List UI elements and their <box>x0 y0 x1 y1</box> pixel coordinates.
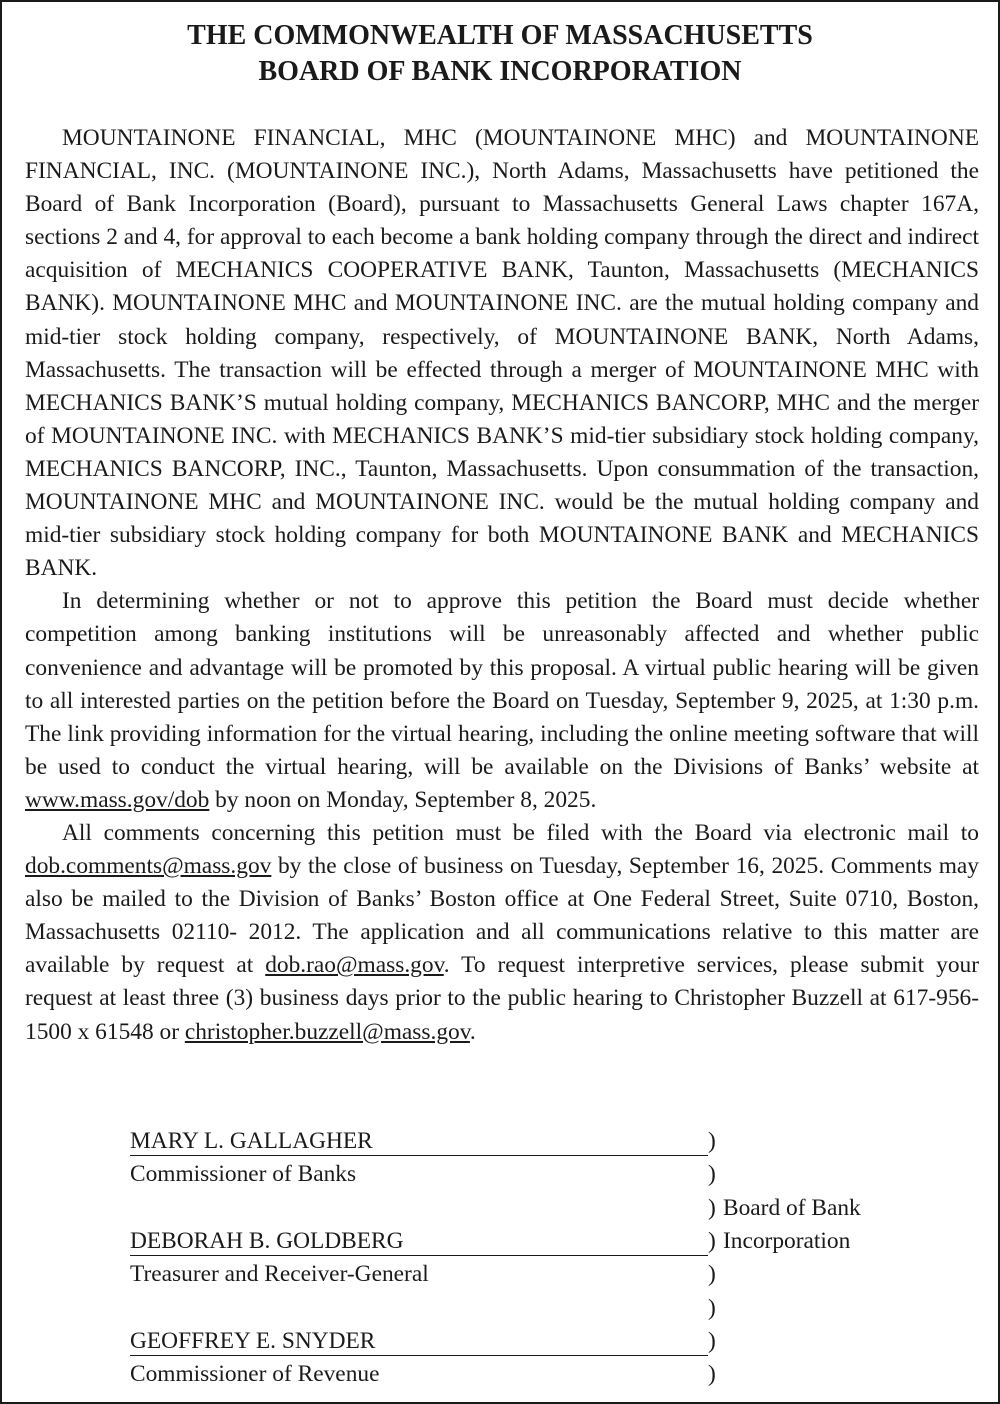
heading-line-2: BOARD OF BANK INCORPORATION <box>258 56 742 87</box>
signer-3-name: GEOFFREY E. SNYDER <box>130 1326 708 1356</box>
bracket-paren: ) <box>708 1361 716 1387</box>
paragraph-petition: MOUNTAINONE FINANCIAL, MHC (MOUNTAINONE MHC) and MOUNTAINONE FINANCIAL, INC. (MOUNTAINONE INC.), North Adams, Massachusetts have petitioned the Board of Bank Incorporation (Board), pursuant to Massachusetts General Laws chapter 167A, sections 2 and 4, for approval to each become a bank holding company through the direct and indirect acquisition of MECHANICS COOPERATIVE BANK, Taunton, Massachusetts (MECHANICS BANK). MOUNTAINONE MHC and MOUNTAINONE INC. are the mutual holding company and mid-tier stock holding company, respectively, of MOUNTAINONE BANK, North Adams, Massachusetts. The transaction will be effected through a merger of MOUNTAINONE MHC with MECHANICS BANK’S mutual holding company, MECHANICS BANCORP, MHC and the merger of MOUNTAINONE INC. with MECHANICS BANK’S mid-tier subsidiary stock holding company, MECHANICS BANCORP, INC., Taunton, Massachusetts. Upon consummation of the transaction, MOUNTAINONE MHC and MOUNTAINONE INC. would be the mutual holding company and mid-tier subsidiary stock holding company for both MOUNTAINONE BANK and MECHANICS BANK. <box>25 125 979 582</box>
signer-3-title: Commissioner of Revenue <box>130 1361 380 1387</box>
bracket-paren: ) <box>708 1295 716 1321</box>
bracket-paren: ) <box>708 1161 716 1187</box>
paragraph-comments <box>25 817 979 1049</box>
comments-text-1: All comments concerning this petition must be filed with the Board via electronic mail to <box>62 819 979 846</box>
board-label-line-2: Incorporation <box>723 1228 851 1254</box>
bracket-paren: ) <box>708 1328 716 1354</box>
comments-text-3: . To request interpretive services, please submit your request at least three (3) business days prior to the public hearing to Christopher Buzzell at 617-956-1500 x 61548 or <box>25 952 979 1045</box>
dob-website-link[interactable]: www.mass.gov/dob <box>25 786 210 813</box>
comments-email-link[interactable]: dob.comments@mass.gov <box>25 853 272 880</box>
hearing-text: In determining whether or not to approve this petition the Board must decide whether competition among banking institutions will be unreasonably affected and whether public convenience and advantage will be promoted by this proposal. A virtual public hearing will be given to all interested parties on the petition before the Board on Tuesday, September 9, 2025, at 1:30 p.m. The link providing information for the virtual hearing, including the online meeting software that will be used to conduct the virtual hearing, will be available on the Divisions of Banks’ website at <box>25 588 979 780</box>
rao-email-link[interactable]: dob.rao@mass.gov <box>265 952 444 979</box>
bracket-paren: ) <box>708 1228 716 1254</box>
signer-2-name: DEBORAH B. GOLDBERG <box>130 1226 708 1256</box>
heading-line-1: THE COMMONWEALTH OF MASSACHUSETTS <box>187 20 813 51</box>
comments-text-2: by the close of business on Tuesday, September 16, 2025. Comments may also be mailed to the Division of Banks’ Boston office at One Federal Street, Suite 0710, Boston, Massachusetts 02110- 2012. The application and all communications relative to this matter are available by request at <box>25 853 979 979</box>
bracket-paren: ) <box>708 1261 716 1287</box>
buzzell-email-link[interactable]: christopher.buzzell@mass.gov <box>184 1018 470 1045</box>
board-label-line-1: Board of Bank <box>723 1195 861 1221</box>
notice-body <box>25 122 979 1049</box>
comments-text-4: . <box>469 1018 476 1045</box>
bracket-paren: ) <box>708 1195 716 1221</box>
paragraph-hearing <box>25 585 979 817</box>
bracket-paren: ) <box>708 1128 716 1154</box>
signer-1-name: MARY L. GALLAGHER <box>130 1126 708 1156</box>
notice-heading <box>2 18 998 90</box>
signer-1-title: Commissioner of Banks <box>130 1161 357 1187</box>
hearing-text-end: by noon on Monday, September 8, 2025. <box>209 786 597 813</box>
signer-2-title: Treasurer and Receiver-General <box>130 1261 429 1287</box>
